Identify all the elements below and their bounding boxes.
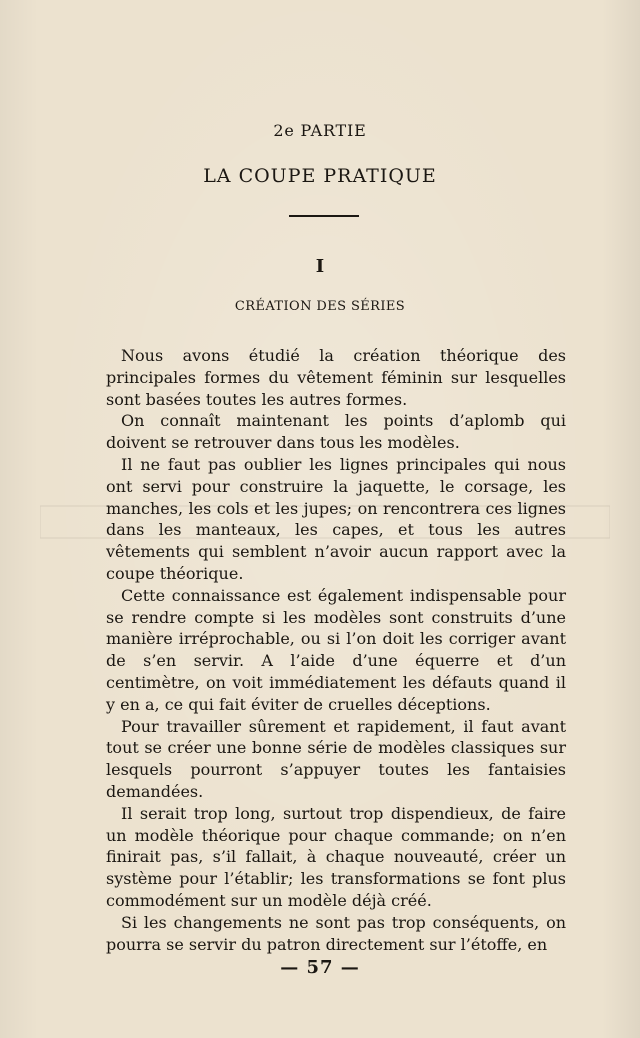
paragraph: Pour travailler sûrement et rapidement, il faut avant tout se créer une bonne série de modèles classiques sur lesquels pourront s’appuyer toutes les fantaisies demandées. xyxy=(106,716,566,801)
paragraph: Il serait trop long, surtout trop dispendieux, de faire un modèle théorique pour chaque commande; on n’en finirait pas, s’il fallait, à chaque nouveauté, créer un système pour l’établir; les transformations se font plus commodément sur un modèle déjà créé. xyxy=(106,803,566,910)
paragraph: Il ne faut pas oublier les lignes principales qui nous ont servi pour construire la jaquette, le corsage, les manches, les cols et les jupes; on rencontrera ces lignes dans les manteaux, les capes, et tous les autres vêtements qui semblent n’avoir aucun rapport avec la coupe théorique. xyxy=(106,454,566,583)
paragraph: On connaît maintenant les points d’aplomb qui doivent se retrouver dans tous les modèles. xyxy=(106,411,566,453)
part-title: 2e PARTIE xyxy=(273,121,367,140)
title-divider xyxy=(289,215,359,217)
page-number: — 57 — xyxy=(280,957,360,978)
paragraph: Si les changements ne sont pas trop conséquents, on pourra se servir du patron directement sur l’étoffe, en xyxy=(106,912,566,954)
paragraph: Nous avons étudié la création théorique des principales formes du vêtement féminin sur lesquelles sont basées toutes les autres formes. xyxy=(106,346,566,409)
paragraph: Cette connaissance est également indispensable pour se rendre compte si les modèles sont construits d’une manière irréprochable, ou si l’on doit les corriger avant de s’en servir. A l’aide d’une équerre et d’un centimètre, on voit immédiatement les défauts quand il y en a, ce qui fait éviter de cruelles déceptions. xyxy=(106,585,566,714)
section-title: CRÉATION DES SÉRIES xyxy=(234,299,406,314)
chapter-number: I xyxy=(315,256,325,277)
page-title: LA COUPE PRATIQUE xyxy=(203,165,437,187)
body-text xyxy=(106,345,566,955)
